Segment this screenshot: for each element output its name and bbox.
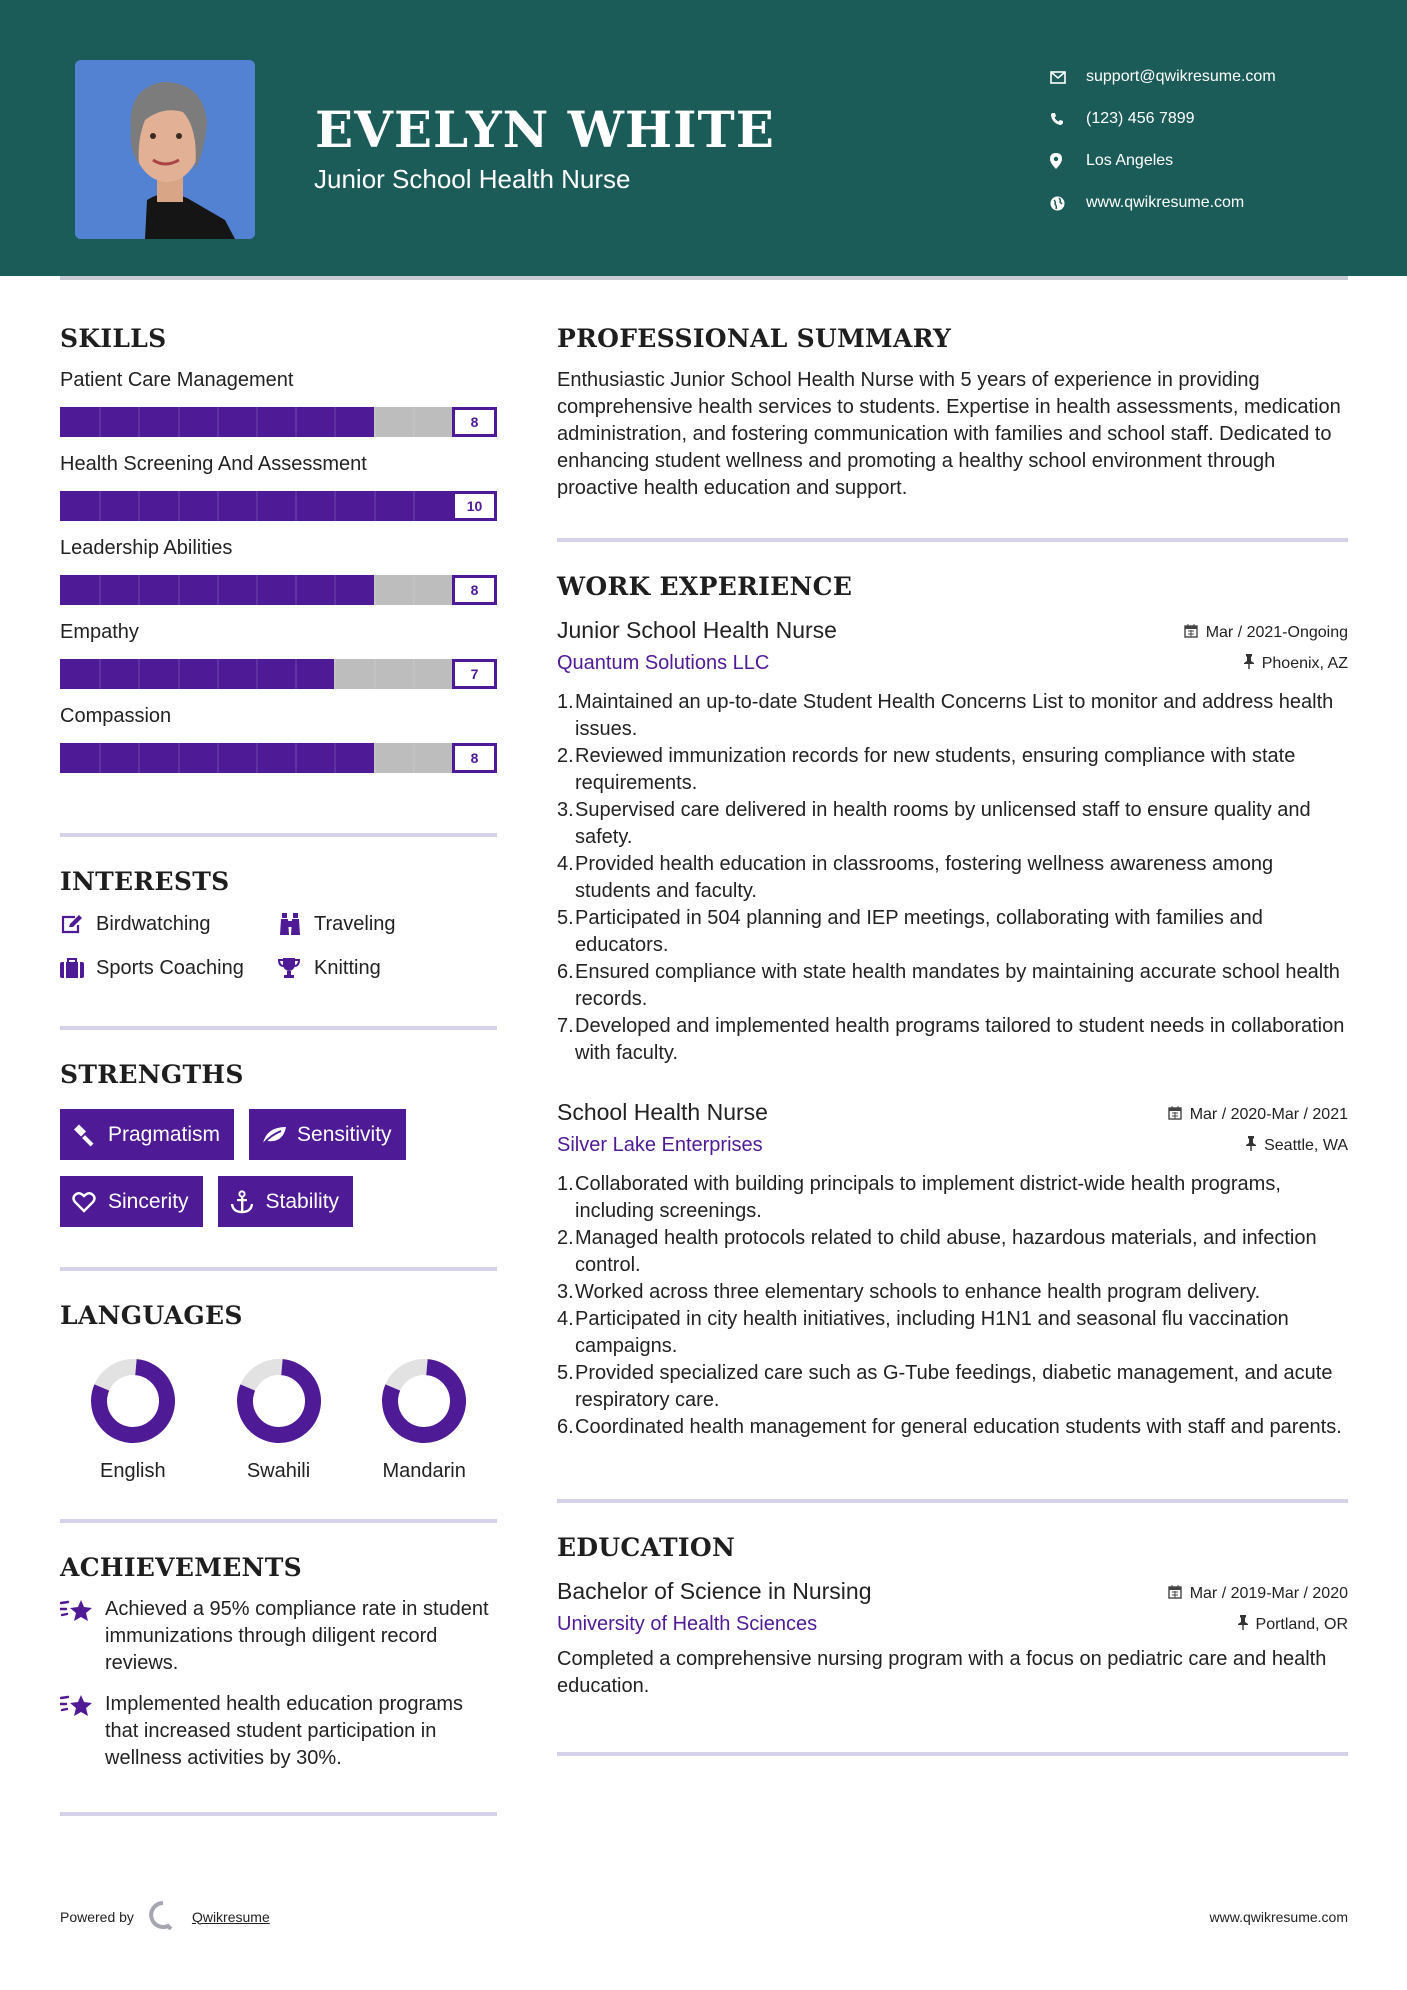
- language-donut-chart: [90, 1358, 176, 1444]
- skill-segment-tick: [334, 491, 336, 521]
- skill-segment-tick: [295, 491, 297, 521]
- footer-website[interactable]: www.qwikresume.com: [1209, 1908, 1348, 1925]
- skill-label: Health Screening And Assessment: [60, 453, 367, 475]
- skill-segment-tick: [138, 743, 140, 773]
- skill-segment-tick: [374, 659, 376, 689]
- skill-segment-tick: [217, 491, 219, 521]
- skill-segment-tick: [99, 575, 101, 605]
- interest-label: Knitting: [314, 956, 381, 979]
- languages-list: [60, 1358, 497, 1483]
- skill-segment-tick: [217, 743, 219, 773]
- summary-heading: PROFESSIONAL SUMMARY: [557, 324, 952, 353]
- shooting-star-icon: [60, 1596, 105, 1677]
- interests-heading: INTERESTS: [60, 867, 230, 896]
- language-label: Mandarin: [382, 1460, 466, 1482]
- skill-score-badge: 10: [452, 491, 497, 521]
- interest-item: [278, 910, 478, 938]
- achievements-section: [60, 1553, 497, 1772]
- leaf-icon: [261, 1125, 297, 1145]
- qwikresume-link[interactable]: Qwikresume: [191, 1908, 270, 1925]
- contact-website-text: www.qwikresume.com: [1086, 194, 1245, 211]
- section-divider: [60, 833, 497, 837]
- job-bullet: 1. Collaborated with building principals to implement district-wide health programs, including screenings.: [557, 1173, 1281, 1222]
- skill-progress-fill: [60, 491, 497, 521]
- contact-location-text: Los Angeles: [1086, 152, 1174, 169]
- achievement-item: [60, 1691, 497, 1772]
- skill-segment-tick: [256, 407, 258, 437]
- phone-icon: [1050, 112, 1086, 126]
- skill-segment-tick: [178, 659, 180, 689]
- strengths-list: [60, 1109, 497, 1227]
- edit-icon: [60, 914, 96, 934]
- education-dates: Mar / 2019-Mar / 2020: [1168, 1584, 1348, 1604]
- job-bullet: 2. Managed health protocols related to child abuse, hazardous materials, and infection control.: [557, 1227, 1317, 1276]
- skill-segment-tick: [334, 743, 336, 773]
- skill-label: Patient Care Management: [60, 369, 294, 391]
- education-description: Completed a comprehensive nursing program with a focus on pediatric care and health education.: [557, 1648, 1327, 1697]
- language-label: English: [100, 1460, 166, 1482]
- map-marker-icon: [1050, 153, 1086, 169]
- strength-badge: [218, 1176, 354, 1227]
- skill-segment-tick: [138, 407, 140, 437]
- skill-score-badge: 8: [452, 575, 497, 605]
- job-title: Junior School Health Nurse: [557, 617, 837, 643]
- skills-section: [60, 324, 497, 773]
- skill-label: Compassion: [60, 705, 172, 727]
- skill-segment-tick: [334, 407, 336, 437]
- skill-segment-tick: [99, 491, 101, 521]
- job-bullet: 4. Provided health education in classrooms, fostering wellness awareness among students and faculty.: [557, 853, 1274, 902]
- skill-progress-fill: [60, 659, 334, 689]
- strength-label: Pragmatism: [108, 1122, 221, 1146]
- skill-label: Empathy: [60, 621, 139, 643]
- education-entry: [557, 1578, 1348, 1700]
- skill-progress-bar: [60, 491, 497, 521]
- left-column: [60, 320, 497, 1816]
- achievement-text: Implemented health education programs that increased student participation in wellness activities by 30%.: [105, 1693, 463, 1769]
- skill-segment-tick: [256, 575, 258, 605]
- job-bullet: 6. Coordinated health management for general education students with staff and parents.: [557, 1416, 1342, 1438]
- skill-segment-tick: [334, 575, 336, 605]
- skill-segment-tick: [256, 491, 258, 521]
- interest-label: Birdwatching: [96, 912, 211, 935]
- language-donut-chart: [236, 1358, 322, 1444]
- trophy-icon: [278, 958, 314, 978]
- job-bullet: 2. Reviewed immunization records for new students, ensuring compliance with state requirements.: [557, 745, 1296, 794]
- contact-email[interactable]: [1050, 56, 1370, 98]
- skill-segment-tick: [374, 575, 376, 605]
- skill-segment-tick: [217, 407, 219, 437]
- achievements-heading: ACHIEVEMENTS: [60, 1553, 302, 1582]
- calendar-icon: [1168, 1584, 1182, 1604]
- pushpin-icon: [1246, 1136, 1256, 1156]
- candidate-title: Junior School Health Nurse: [314, 164, 631, 194]
- strength-label: Stability: [265, 1189, 340, 1213]
- job-bullet: 1. Maintained an up-to-date Student Health Concerns List to monitor and address health issues.: [557, 691, 1334, 740]
- job-bullets: [557, 689, 1348, 1067]
- skill-segment-tick: [374, 407, 376, 437]
- achievement-text: Achieved a 95% compliance rate in student immunizations through diligent record reviews.: [105, 1598, 489, 1674]
- briefcase-icon: [60, 958, 96, 978]
- calendar-icon: [1168, 1105, 1182, 1125]
- interests-list: [60, 910, 497, 982]
- gavel-icon: [72, 1123, 108, 1147]
- language-label: Swahili: [246, 1460, 311, 1482]
- school-name: University of Health Sciences: [557, 1613, 818, 1635]
- skill-score-badge: 8: [452, 743, 497, 773]
- contact-info: [1050, 56, 1370, 224]
- skill-segment-tick: [178, 575, 180, 605]
- skills-list: [60, 369, 497, 773]
- skill-segment-tick: [413, 743, 415, 773]
- job-title: School Health Nurse: [557, 1099, 768, 1125]
- skill-segment-tick: [374, 743, 376, 773]
- interests-section: [60, 867, 497, 982]
- globe-icon: [1050, 196, 1086, 211]
- strength-badge: [60, 1109, 234, 1160]
- heart-icon: [72, 1191, 108, 1213]
- job-bullet: 5. Participated in 504 planning and IEP meetings, collaborating with families and educators.: [557, 907, 1263, 956]
- header-divider: [60, 276, 1348, 280]
- summary-text: Enthusiastic Junior School Health Nurse with 5 years of experience in providing comprehensive health services to students. Expertise in health assessments, medication administration, and fostering communication with families and school staff. Dedicated to enhancing student wellness and promoting a healthy school environment through proactive health education and support.: [557, 369, 1341, 499]
- skill-segment-tick: [138, 491, 140, 521]
- skill-segment-tick: [217, 659, 219, 689]
- job-bullet: 6. Ensured compliance with state health mandates by maintaining accurate school health records.: [557, 961, 1340, 1010]
- binoculars-icon: [278, 913, 314, 935]
- anchor-icon: [230, 1190, 266, 1214]
- header-banner: [0, 0, 1407, 276]
- skill-segment-tick: [178, 407, 180, 437]
- job-dates: Mar / 2020-Mar / 2021: [1168, 1105, 1348, 1125]
- skill-segment-tick: [295, 659, 297, 689]
- job-location: Phoenix, AZ: [1244, 654, 1348, 674]
- contact-phone[interactable]: [1050, 98, 1370, 140]
- skill-label: Leadership Abilities: [60, 537, 233, 559]
- calendar-icon: [1184, 623, 1198, 643]
- section-divider: [557, 1752, 1348, 1756]
- job-dates: Mar / 2021-Ongoing: [1184, 623, 1348, 643]
- education-heading: EDUCATION: [557, 1533, 736, 1562]
- skill-segment-tick: [413, 407, 415, 437]
- job-bullets: [557, 1171, 1348, 1441]
- language-donut-chart: [381, 1358, 467, 1444]
- skill-segment-tick: [138, 575, 140, 605]
- company-name: Silver Lake Enterprises: [557, 1134, 763, 1156]
- strength-badge: [60, 1176, 203, 1227]
- contact-phone-text: (123) 456 7899: [1086, 110, 1195, 127]
- experience-section: [557, 572, 1348, 1441]
- skill-segment-tick: [138, 659, 140, 689]
- interest-item: [278, 954, 478, 982]
- skill-progress-bar: [60, 659, 497, 689]
- job-bullet: 3. Worked across three elementary schools to enhance health program delivery.: [557, 1281, 1261, 1303]
- skill-score-badge: 8: [452, 407, 497, 437]
- languages-section: [60, 1301, 497, 1483]
- skill-segment-tick: [413, 491, 415, 521]
- strength-label: Sincerity: [108, 1189, 189, 1213]
- skills-heading: SKILLS: [60, 324, 167, 353]
- strengths-section: [60, 1060, 497, 1227]
- interest-item: [60, 954, 278, 982]
- candidate-name: EVELYN WHITE: [315, 100, 775, 159]
- qwikresume-logo-icon: [148, 1900, 178, 1933]
- skill-segment-tick: [295, 743, 297, 773]
- skill-segment-tick: [217, 575, 219, 605]
- skill-segment-tick: [99, 743, 101, 773]
- skill-progress-bar: [60, 743, 497, 773]
- strengths-heading: STRENGTHS: [60, 1060, 244, 1089]
- skill-segment-tick: [256, 659, 258, 689]
- skill-score-badge: 7: [452, 659, 497, 689]
- languages-heading: LANGUAGES: [60, 1301, 243, 1330]
- envelope-icon: [1050, 71, 1086, 84]
- powered-by-label: Powered by: [60, 1908, 134, 1925]
- job-entry: [557, 1099, 1348, 1441]
- skill-segment-tick: [334, 659, 336, 689]
- skill-segment-tick: [99, 659, 101, 689]
- language-item: [206, 1358, 352, 1483]
- job-entry: [557, 617, 1348, 1067]
- section-divider: [557, 538, 1348, 542]
- job-location: Seattle, WA: [1246, 1136, 1348, 1156]
- language-item: [60, 1358, 206, 1483]
- interest-label: Sports Coaching: [96, 956, 244, 979]
- interest-item: [60, 910, 278, 938]
- language-item: [351, 1358, 497, 1483]
- section-divider: [60, 1519, 497, 1523]
- job-bullet: 5. Provided specialized care such as G-Tube feedings, diabetic management, and acute respiratory care.: [557, 1362, 1333, 1411]
- jobs-list: [557, 617, 1348, 1441]
- skill-segment-tick: [178, 743, 180, 773]
- footer: [60, 1900, 1348, 1933]
- skill-segment-tick: [413, 575, 415, 605]
- interest-label: Traveling: [314, 912, 396, 935]
- skill-progress-bar: [60, 407, 497, 437]
- pushpin-icon: [1238, 1615, 1248, 1635]
- job-bullet: 7. Developed and implemented health programs tailored to student needs in collaboration with faculty.: [557, 1015, 1345, 1064]
- skill-segment-tick: [256, 743, 258, 773]
- skill-segment-tick: [178, 491, 180, 521]
- job-bullet: 4. Participated in city health initiatives, including H1N1 and seasonal flu vaccination campaigns.: [557, 1308, 1289, 1357]
- skill-segment-tick: [99, 407, 101, 437]
- experience-heading: WORK EXPERIENCE: [557, 572, 853, 601]
- skill-segment-tick: [413, 659, 415, 689]
- section-divider: [60, 1267, 497, 1271]
- contact-website[interactable]: [1050, 182, 1370, 224]
- summary-section: [557, 324, 1348, 502]
- pushpin-icon: [1244, 654, 1254, 674]
- right-column: [557, 320, 1348, 1756]
- shooting-star-icon: [60, 1691, 105, 1772]
- contact-email-text: support@qwikresume.com: [1086, 68, 1276, 85]
- strength-label: Sensitivity: [297, 1122, 392, 1146]
- education-location: Portland, OR: [1238, 1615, 1348, 1635]
- achievement-item: [60, 1596, 497, 1677]
- skill-progress-bar: [60, 575, 497, 605]
- strength-badge: [249, 1109, 406, 1160]
- skill-segment-tick: [374, 491, 376, 521]
- skill-segment-tick: [295, 407, 297, 437]
- education-section: [557, 1533, 1348, 1700]
- company-name: Quantum Solutions LLC: [557, 652, 770, 674]
- section-divider: [60, 1812, 497, 1816]
- profile-photo: [75, 60, 255, 239]
- skill-segment-tick: [295, 575, 297, 605]
- degree-title: Bachelor of Science in Nursing: [557, 1578, 872, 1604]
- job-bullet: 3. Supervised care delivered in health rooms by unlicensed staff to ensure quality and safety.: [557, 799, 1311, 848]
- contact-location: [1050, 140, 1370, 182]
- section-divider: [557, 1499, 1348, 1503]
- section-divider: [60, 1026, 497, 1030]
